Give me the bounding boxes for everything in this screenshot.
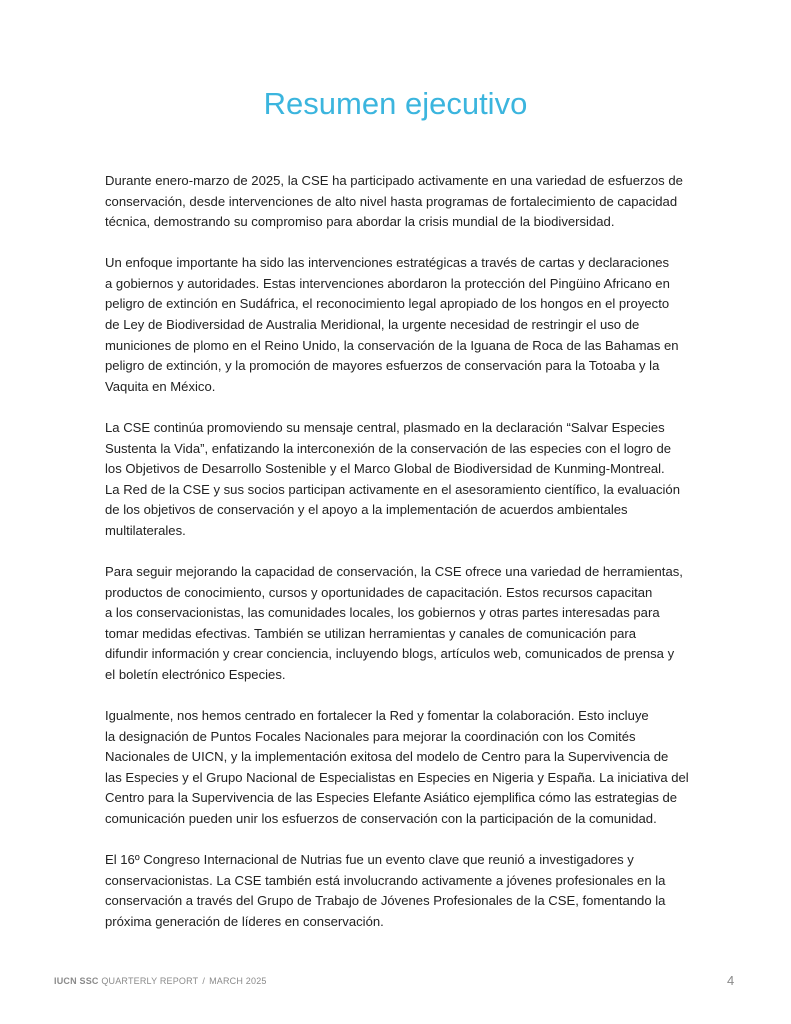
text-line: el boletín electrónico Especies. (105, 666, 286, 682)
text-line: Para seguir mejorando la capacidad de conservación, la CSE ofrece una variedad de herramientas, (105, 564, 683, 579)
text-line: Vaquita en México. (105, 378, 216, 394)
text-line: Un enfoque importante ha sido las intervenciones estratégicas a través de cartas y declaraciones (105, 255, 670, 271)
footer-report: QUARTERLY REPORT (101, 976, 199, 986)
text-line: próxima generación de líderes en conservación. (105, 913, 384, 929)
paragraph-interventions (105, 253, 691, 397)
text-line: difundir información y crear conciencia, incluyendo blogs, artículos web, comunicados de prensa y (105, 646, 675, 662)
text-line: las Especies y el Grupo Nacional de Especialistas en Especies en Nigeria y España. La iniciativa del (105, 769, 689, 785)
text-line: de los objetivos de conservación y el apoyo a la implementación de acuerdos ambientales (105, 502, 628, 518)
text-line: Sustenta la Vida”, enfatizando la interconexión de la conservación de las especies con el logro de (105, 440, 672, 456)
paragraph-network (105, 706, 691, 830)
text-line: conservación, desde intervenciones de alto nivel hasta programas de fortalecimiento de capacidad (105, 193, 678, 209)
page-title: Resumen ejecutivo (263, 86, 528, 121)
text-line: La CSE continúa promoviendo su mensaje central, plasmado en la declaración “Salvar Especies (105, 419, 665, 435)
text-line: conservación a través del Grupo de Trabajo de Jóvenes Profesionales de la CSE, fomentando la (105, 893, 666, 909)
text-line: de Ley de Biodiversidad de Australia Meridional, la urgente necesidad de restringir el uso de (105, 317, 640, 333)
text-line: municiones de plomo en el Reino Unido, la conservación de la Iguana de Roca de las Bahamas en (105, 337, 679, 353)
paragraph-intro (105, 171, 691, 233)
footer-separator: / (202, 976, 206, 986)
paragraph-capacity (105, 562, 691, 686)
text-line: tomar medidas efectivas. También se utilizan herramientas y canales de comunicación para (105, 625, 637, 641)
text-line: La Red de la CSE y sus socios participan activamente en el asesoramiento científico, la evaluación (105, 481, 680, 497)
text-line: Centro para la Supervivencia de las Especies Elefante Asiático ejemplifica cómo las estrategias de (105, 790, 678, 806)
paragraph-central-message (105, 418, 691, 542)
text-line: técnica, demostrando su compromiso para abordar la crisis mundial de la biodiversidad. (105, 214, 615, 230)
text-line: comunicación pueden unir los esfuerzos de conservación con la participación de la comunidad. (105, 811, 657, 827)
paragraph-congress (105, 850, 691, 932)
text-line: conservacionistas. La CSE también está involucrando activamente a jóvenes profesionales en la (105, 872, 666, 888)
text-line: a gobiernos y autoridades. Estas intervenciones abordaron la protección del Pingüino Africano en (105, 275, 670, 291)
text-line: los Objetivos de Desarrollo Sostenible y el Marco Global de Biodiversidad de Kunming-Montreal. (105, 461, 665, 477)
footer-org: IUCN SSC (54, 976, 99, 986)
text-line: Nacionales de UICN, y la implementación exitosa del modelo de Centro para la Supervivencia de (105, 749, 669, 765)
text-line: peligro de extinción, y la promoción de mayores esfuerzos de conservación para la Totoaba y la (105, 358, 660, 374)
text-line: la designación de Puntos Focales Nacionales para mejorar la coordinación con los Comités (105, 728, 636, 744)
text-line: Igualmente, nos hemos centrado en fortalecer la Red y fomentar la colaboración. Esto incluye (105, 708, 649, 724)
text-line: Durante enero-marzo de 2025, la CSE ha participado activamente en una variedad de esfuerzos de (105, 173, 683, 188)
body-text (105, 171, 691, 953)
text-line: multilaterales. (105, 522, 186, 538)
text-line: a los conservacionistas, las comunidades locales, los gobiernos y otras partes interesadas para (105, 605, 660, 621)
footer-report-label (54, 976, 267, 986)
page-number: 4 (727, 973, 735, 988)
text-line: productos de conocimiento, cursos y oportunidades de capacitación. Estos recursos capacitan (105, 584, 653, 600)
text-line: peligro de extinción en Sudáfrica, el reconocimiento legal apropiado de los hongos en el proyecto (105, 296, 670, 312)
text-line: El 16º Congreso Internacional de Nutrias fue un evento clave que reunió a investigadores y (105, 852, 634, 868)
footer-date: MARCH 2025 (209, 976, 267, 986)
